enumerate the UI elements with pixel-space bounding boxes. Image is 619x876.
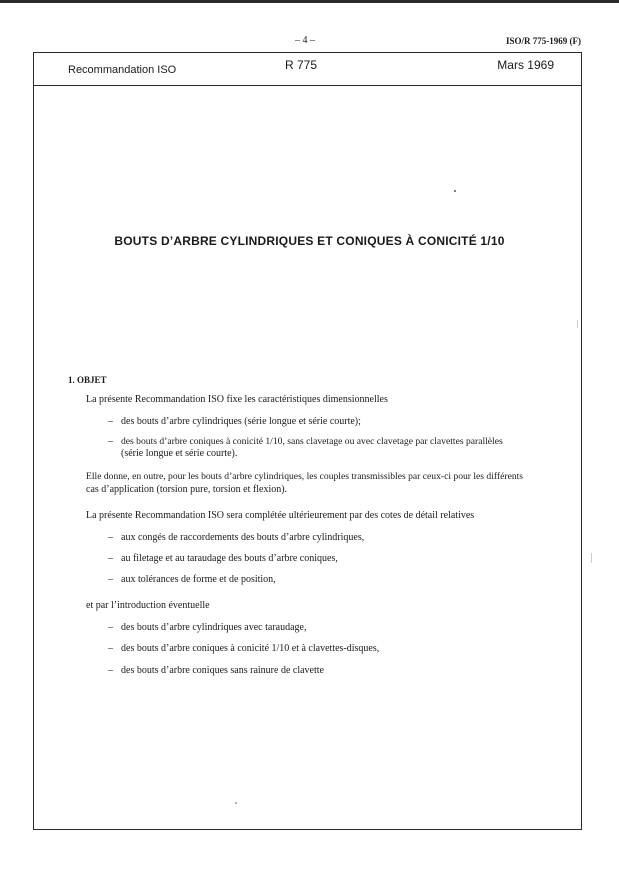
list-dash: – bbox=[108, 436, 113, 447]
list-dash: – bbox=[108, 622, 113, 633]
list-dash: – bbox=[108, 574, 113, 585]
list-dash: – bbox=[108, 665, 113, 676]
header-recommendation: Recommandation ISO bbox=[68, 64, 177, 76]
document-reference: ISO/R 775-1969 (F) bbox=[506, 36, 581, 46]
list-dash: – bbox=[108, 553, 113, 564]
list-item: des bouts d’arbre coniques sans rainure de clavette bbox=[121, 665, 324, 676]
header-number: R 775 bbox=[285, 58, 318, 72]
scan-speck bbox=[577, 320, 578, 328]
list-dash: – bbox=[108, 532, 113, 543]
scan-speck bbox=[454, 190, 456, 192]
intro-paragraph: La présente Recommandation ISO fixe les caractéristiques dimensionnelles bbox=[86, 394, 388, 405]
list-item: des bouts d’arbre coniques à conicité 1/10, sans clavetage ou avec clavetage par clavettes parallèles bbox=[121, 436, 503, 447]
list-item: des bouts d’arbre cylindriques (série longue et série courte); bbox=[121, 416, 361, 427]
list-item-continuation: (série longue et série courte). bbox=[121, 448, 238, 459]
list-item: aux congés de raccordements des bouts d’arbre cylindriques, bbox=[121, 532, 365, 543]
header-date: Mars 1969 bbox=[497, 58, 554, 72]
scan-speck bbox=[235, 802, 237, 804]
scan-top-edge bbox=[0, 0, 619, 3]
paragraph: La présente Recommandation ISO sera complétée ultérieurement par des cotes de détail relatives bbox=[86, 510, 475, 521]
scan-speck bbox=[591, 553, 592, 563]
list-item: aux tolérances de forme et de position, bbox=[121, 574, 276, 585]
list-item: au filetage et au taraudage des bouts d’arbre coniques, bbox=[121, 553, 338, 564]
list-dash: – bbox=[108, 416, 113, 427]
list-item: des bouts d’arbre cylindriques avec taraudage, bbox=[121, 622, 307, 633]
document-title: BOUTS D’ARBRE CYLINDRIQUES ET CONIQUES À CONICITÉ 1/10 bbox=[114, 234, 505, 248]
list-item: des bouts d’arbre coniques à conicité 1/10 et à clavettes-disques, bbox=[121, 643, 380, 654]
header-band bbox=[34, 53, 581, 86]
section-heading: 1. OBJET bbox=[68, 375, 107, 385]
paragraph-line: cas d’application (torsion pure, torsion et flexion). bbox=[86, 484, 288, 495]
list-dash: – bbox=[108, 643, 113, 654]
paragraph-line: Elle donne, en outre, pour les bouts d’arbre cylindriques, les couples transmissibles par ceux-ci pour les différents bbox=[86, 471, 524, 482]
paragraph: et par l’introduction éventuelle bbox=[86, 600, 210, 611]
page-number: – 4 – bbox=[295, 35, 315, 46]
